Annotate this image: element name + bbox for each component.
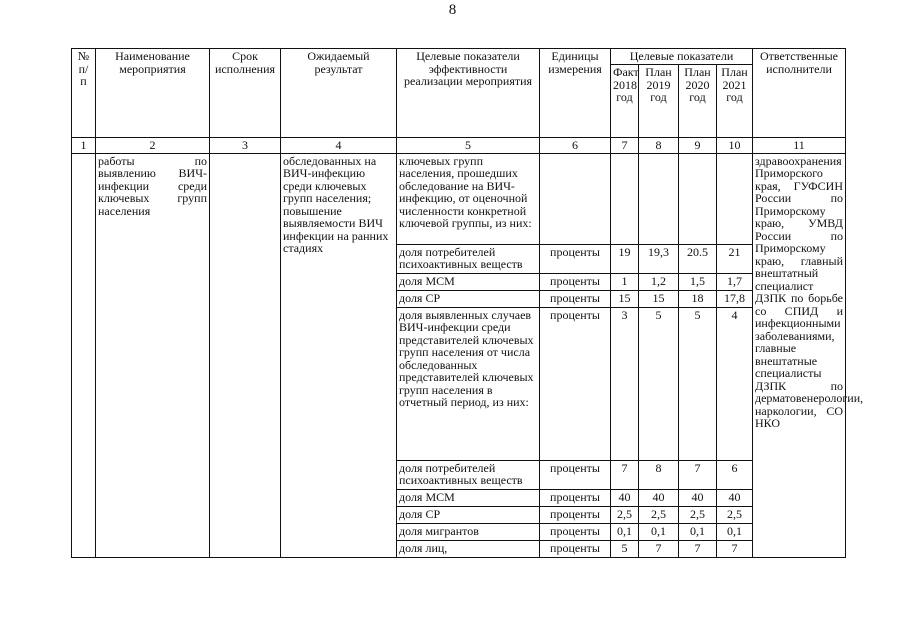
- cell-activity: работы по выявлению ВИЧ-инфекции среди ключевых групп населения: [96, 153, 210, 557]
- cell-value: 40: [717, 489, 753, 506]
- column-number: 3: [210, 138, 281, 154]
- cell-unit: проценты: [540, 273, 611, 290]
- column-number: 6: [540, 138, 611, 154]
- cell-unit: проценты: [540, 523, 611, 540]
- table-row: [72, 153, 846, 244]
- header-target-group: Целевые показатели: [611, 49, 753, 65]
- cell-indicator: доля МСМ: [397, 489, 540, 506]
- header-2018: Факт 2018 год: [611, 65, 639, 138]
- cell-unit: [540, 153, 611, 244]
- cell-unit: проценты: [540, 460, 611, 489]
- cell-value: 7: [679, 460, 717, 489]
- cell-value: 0,1: [611, 523, 639, 540]
- cell-indicator: доля лиц,: [397, 540, 540, 557]
- column-number: 9: [679, 138, 717, 154]
- cell-indicator: доля выявленных случаев ВИЧ-инфекции среди представителей ключевых групп населения от числа обследованных представителей ключевых групп населения в отчетный период, из них:: [397, 307, 540, 460]
- cell-value: 7: [639, 540, 679, 557]
- cell-value: 1,7: [717, 273, 753, 290]
- cell-value: 7: [679, 540, 717, 557]
- column-number: 11: [753, 138, 846, 154]
- cell-value: 5: [611, 540, 639, 557]
- column-numbers-row: [72, 138, 846, 154]
- header-2021: План 2021 год: [717, 65, 753, 138]
- cell-value: [717, 153, 753, 244]
- cell-indicator: доля СР: [397, 506, 540, 523]
- column-number: 10: [717, 138, 753, 154]
- cell-indicator: доля СР: [397, 290, 540, 307]
- cell-value: 40: [639, 489, 679, 506]
- cell-value: 7: [611, 460, 639, 489]
- cell-value: 0,1: [717, 523, 753, 540]
- cell-value: 40: [679, 489, 717, 506]
- cell-value: 4: [717, 307, 753, 460]
- cell-unit: проценты: [540, 290, 611, 307]
- header-indicators: Целевые показатели эффективности реализации мероприятия: [397, 49, 540, 138]
- cell-indicator: ключевых групп населения, прошедших обследование на ВИЧ-инфекцию, от оценочной численности конкретной ключевой группы, из них:: [397, 153, 540, 244]
- targets-table: [71, 48, 864, 558]
- header-2019: План 2019 год: [639, 65, 679, 138]
- cell-value: 40: [611, 489, 639, 506]
- cell-value: 0,1: [639, 523, 679, 540]
- cell-value: 2,5: [639, 506, 679, 523]
- cell-value: 2,5: [717, 506, 753, 523]
- cell-indicator: доля МСМ: [397, 273, 540, 290]
- column-number: 1: [72, 138, 96, 154]
- header-unit: Единицы измерения: [540, 49, 611, 138]
- cell-indicator: доля мигрантов: [397, 523, 540, 540]
- header-responsible: Ответственные исполнители: [753, 49, 846, 138]
- header-2020: План 2020 год: [679, 65, 717, 138]
- cell-value: 17,8: [717, 290, 753, 307]
- header-num: № п/ п: [72, 49, 96, 138]
- cell-value: 7: [717, 540, 753, 557]
- column-number: 4: [281, 138, 397, 154]
- column-number: 8: [639, 138, 679, 154]
- cell-responsible: здравоохранения Приморского края, ГУФСИН России по Приморскому краю, УМВД России по Приморскому краю, главный внештатный специалист ДЗПК по борьбе со СПИД и инфекционными заболеваниями, главные внештатные специалисты ДЗПК по дерматовенерологии, наркологии, СО НКО: [753, 153, 846, 557]
- cell-unit: проценты: [540, 506, 611, 523]
- cell-value: [611, 153, 639, 244]
- cell-deadline: [210, 153, 281, 557]
- cell-value: 1,2: [639, 273, 679, 290]
- cell-value: 6: [717, 460, 753, 489]
- cell-result: обследованных на ВИЧ-инфекцию среди ключевых групп населения; повышение выявляемости ВИЧ инфекции на ранних стадиях: [281, 153, 397, 557]
- page-number: 8: [448, 2, 457, 18]
- column-number: 7: [611, 138, 639, 154]
- cell-value: 8: [639, 460, 679, 489]
- cell-value: 19,3: [639, 244, 679, 273]
- cell-value: 18: [679, 290, 717, 307]
- header-row: [72, 49, 846, 65]
- cell-num: [72, 153, 96, 557]
- cell-value: 1,5: [679, 273, 717, 290]
- cell-value: 0,1: [679, 523, 717, 540]
- cell-value: 1: [611, 273, 639, 290]
- cell-unit: проценты: [540, 244, 611, 273]
- cell-value: 2,5: [611, 506, 639, 523]
- cell-unit: проценты: [540, 489, 611, 506]
- cell-unit: проценты: [540, 307, 611, 460]
- header-activity: Наименование мероприятия: [96, 49, 210, 138]
- header-deadline: Срок исполнения: [210, 49, 281, 138]
- cell-indicator: доля потребителей психоактивных веществ: [397, 460, 540, 489]
- cell-value: [679, 153, 717, 244]
- cell-value: [639, 153, 679, 244]
- cell-value: 2,5: [679, 506, 717, 523]
- column-number: 2: [96, 138, 210, 154]
- cell-value: 5: [639, 307, 679, 460]
- cell-value: 15: [639, 290, 679, 307]
- column-number: 5: [397, 138, 540, 154]
- cell-value: 19: [611, 244, 639, 273]
- cell-value: 21: [717, 244, 753, 273]
- cell-indicator: доля потребителей психоактивных веществ: [397, 244, 540, 273]
- cell-value: 20.5: [679, 244, 717, 273]
- cell-value: 3: [611, 307, 639, 460]
- cell-unit: проценты: [540, 540, 611, 557]
- cell-value: 15: [611, 290, 639, 307]
- header-result: Ожидаемый результат: [281, 49, 397, 138]
- cell-value: 5: [679, 307, 717, 460]
